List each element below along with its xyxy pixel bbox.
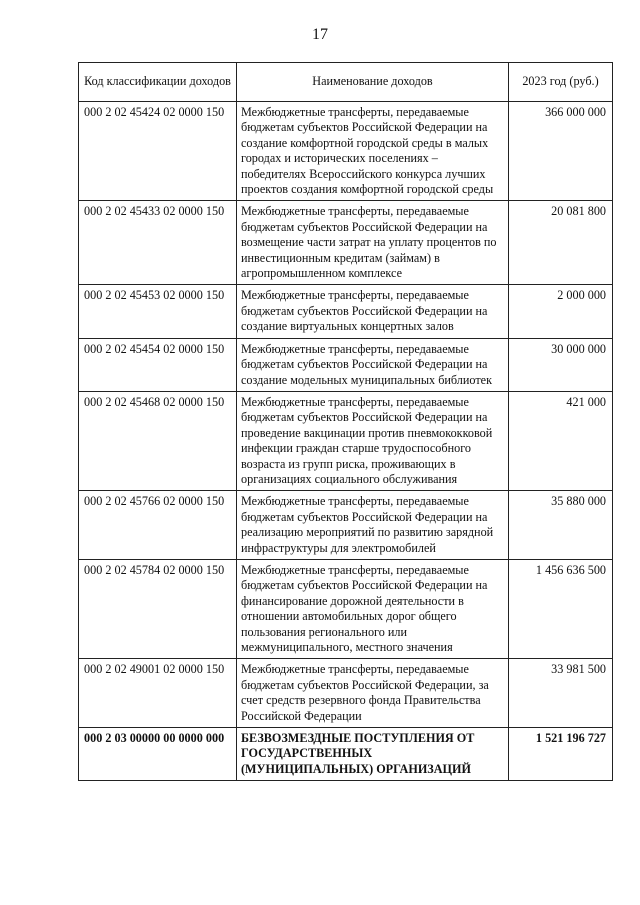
row-name: Межбюджетные трансферты, передаваемые бюджетам субъектов Российской Федерации на проведение вакцинации против пневмококковой инфекции граждан старше трудоспособного возраста из групп риска, проживающих в организациях социального обслуживания bbox=[237, 391, 509, 490]
row-name: Межбюджетные трансферты, передаваемые бюджетам субъектов Российской Федерации на создание модельных муниципальных библиотек bbox=[237, 338, 509, 391]
table-row bbox=[79, 491, 613, 560]
row-amount: 2 000 000 bbox=[509, 285, 613, 338]
row-amount: 30 000 000 bbox=[509, 338, 613, 391]
row-code: 000 2 02 49001 02 0000 150 bbox=[79, 659, 237, 728]
row-code: 000 2 02 45454 02 0000 150 bbox=[79, 338, 237, 391]
total-code: 000 2 03 00000 00 0000 000 bbox=[79, 728, 237, 781]
row-name: Межбюджетные трансферты, передаваемые бюджетам субъектов Российской Федерации на возмещение части затрат на уплату процентов по инвестиционным кредитам (займам) в агропромышленном комплексе bbox=[237, 201, 509, 285]
row-code: 000 2 02 45433 02 0000 150 bbox=[79, 201, 237, 285]
table-row bbox=[79, 659, 613, 728]
row-name: Межбюджетные трансферты, передаваемые бюджетам субъектов Российской Федерации на финансирование дорожной деятельности в отношении автомобильных дорог общего пользования регионального или межмуниципального, местного значения bbox=[237, 559, 509, 658]
header-amount: 2023 год (руб.) bbox=[509, 63, 613, 102]
row-code: 000 2 02 45468 02 0000 150 bbox=[79, 391, 237, 490]
row-amount: 20 081 800 bbox=[509, 201, 613, 285]
row-code: 000 2 02 45424 02 0000 150 bbox=[79, 102, 237, 201]
total-amount: 1 521 196 727 bbox=[509, 728, 613, 781]
row-name: Межбюджетные трансферты, передаваемые бюджетам субъектов Российской Федерации на реализацию мероприятий по развитию зарядной инфраструктуры для электромобилей bbox=[237, 491, 509, 560]
table-row bbox=[79, 559, 613, 658]
total-name: БЕЗВОЗМЕЗДНЫЕ ПОСТУПЛЕНИЯ ОТ ГОСУДАРСТВЕННЫХ (МУНИЦИПАЛЬНЫХ) ОРГАНИЗАЦИЙ bbox=[237, 728, 509, 781]
row-code: 000 2 02 45784 02 0000 150 bbox=[79, 559, 237, 658]
row-code: 000 2 02 45453 02 0000 150 bbox=[79, 285, 237, 338]
total-row bbox=[79, 728, 613, 781]
header-name: Наименование доходов bbox=[237, 63, 509, 102]
row-amount: 421 000 bbox=[509, 391, 613, 490]
row-name: Межбюджетные трансферты, передаваемые бюджетам субъектов Российской Федерации на создание виртуальных концертных залов bbox=[237, 285, 509, 338]
row-amount: 366 000 000 bbox=[509, 102, 613, 201]
table-header-row bbox=[79, 63, 613, 102]
table-row bbox=[79, 102, 613, 201]
header-code: Код классификации доходов bbox=[79, 63, 237, 102]
row-amount: 35 880 000 bbox=[509, 491, 613, 560]
table-row bbox=[79, 201, 613, 285]
row-amount: 1 456 636 500 bbox=[509, 559, 613, 658]
table-row bbox=[79, 338, 613, 391]
income-table bbox=[78, 62, 613, 781]
row-code: 000 2 02 45766 02 0000 150 bbox=[79, 491, 237, 560]
table-row bbox=[79, 391, 613, 490]
page-number: 17 bbox=[312, 26, 328, 43]
row-amount: 33 981 500 bbox=[509, 659, 613, 728]
row-name: Межбюджетные трансферты, передаваемые бюджетам субъектов Российской Федерации на создание комфортной городской среды в малых городах и исторических поселениях – победителях Всероссийского конкурса лучших проектов создания комфортной городской среды bbox=[237, 102, 509, 201]
row-name: Межбюджетные трансферты, передаваемые бюджетам субъектов Российской Федерации, за счет средств резервного фонда Правительства Российской Федерации bbox=[237, 659, 509, 728]
table-row bbox=[79, 285, 613, 338]
